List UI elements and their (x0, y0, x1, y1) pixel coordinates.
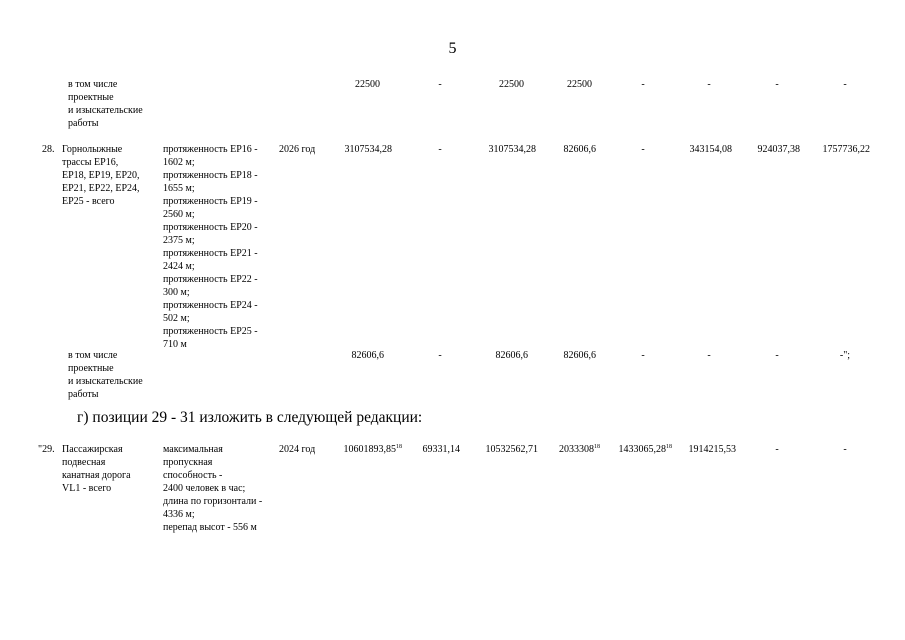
object-parameters: максимальная пропускная способность - 2400 человек в час; длина по горизонтали - 4336 м; перепад высот - 556 м (163, 444, 263, 533)
object-parameters: протяженность ЕР16 - 1602 м; протяженность ЕР18 - 1655 м; протяженность ЕР19 - 2560 м; протяженность ЕР20 - 2375 м; протяженность ЕР21 - 2424 м; протяженность ЕР22 - 300 м; протяженность ЕР24 - 502 м; протяженность ЕР25 - 710 м (163, 144, 258, 350)
cell-col7: - (775, 350, 779, 361)
cell-value: 1433065,28 (618, 444, 666, 455)
cell-col5: - (641, 144, 645, 155)
cell-col8: -"; (839, 350, 851, 361)
cell-col3: 3107534,28 (488, 144, 536, 155)
cell-col6: - (707, 79, 711, 90)
completion-year: 2024 год (279, 444, 316, 455)
row-label: в том числе проектные и изыскательские работы (68, 79, 143, 129)
cell-col2: - (438, 144, 442, 155)
cell-col2: - (438, 79, 442, 90)
completion-year: 2026 год (279, 144, 316, 155)
cell-value: 10601893,85 (343, 444, 396, 455)
footnote-mark: 18 (396, 444, 402, 450)
object-name: Пассажирская подвесная канатная дорога VL1 - всего (62, 444, 131, 494)
cell-total: 22500 (355, 79, 380, 90)
cell-total: 3107534,28 (344, 144, 392, 155)
cell-col4: 82606,6 (563, 144, 596, 155)
object-name: Горнолыжные трассы ЕР16, ЕР18, ЕР19, ЕР20, ЕР21, ЕР22, ЕР24, ЕР25 - всего (62, 144, 140, 207)
page-number: 5 (448, 40, 457, 57)
cell-col8: - (843, 444, 847, 455)
footnote-mark: 18 (666, 444, 672, 450)
cell-col8: - (843, 79, 847, 90)
cell-col6: - (707, 350, 711, 361)
cell-total (318, 443, 402, 456)
cell-col4: 82606,6 (563, 350, 596, 361)
cell-value: 2033308 (559, 444, 594, 455)
cell-col4 (540, 443, 600, 456)
row-number: 28. (42, 144, 55, 155)
cell-col3: 10532562,71 (485, 444, 538, 455)
cell-col2: 69331,14 (422, 444, 460, 455)
cell-col6: 1914215,53 (688, 444, 736, 455)
cell-col3: 22500 (499, 79, 524, 90)
cell-col5: - (641, 79, 645, 90)
cell-col7: 924037,38 (757, 144, 800, 155)
cell-col3: 82606,6 (495, 350, 528, 361)
cell-col5 (604, 443, 672, 456)
cell-col5: - (641, 350, 645, 361)
cell-col8: 1757736,22 (822, 144, 870, 155)
cell-col7: - (775, 444, 779, 455)
section-heading: г) позиции 29 - 31 изложить в следующей редакции: (77, 409, 423, 426)
footnote-mark: 18 (594, 444, 600, 450)
row-label: в том числе проектные и изыскательские работы (68, 350, 143, 400)
cell-col7: - (775, 79, 779, 90)
cell-col2: - (438, 350, 442, 361)
row-number: "29. (38, 444, 55, 455)
cell-col4: 22500 (567, 79, 592, 90)
cell-total: 82606,6 (351, 350, 384, 361)
cell-col6: 343154,08 (689, 144, 732, 155)
